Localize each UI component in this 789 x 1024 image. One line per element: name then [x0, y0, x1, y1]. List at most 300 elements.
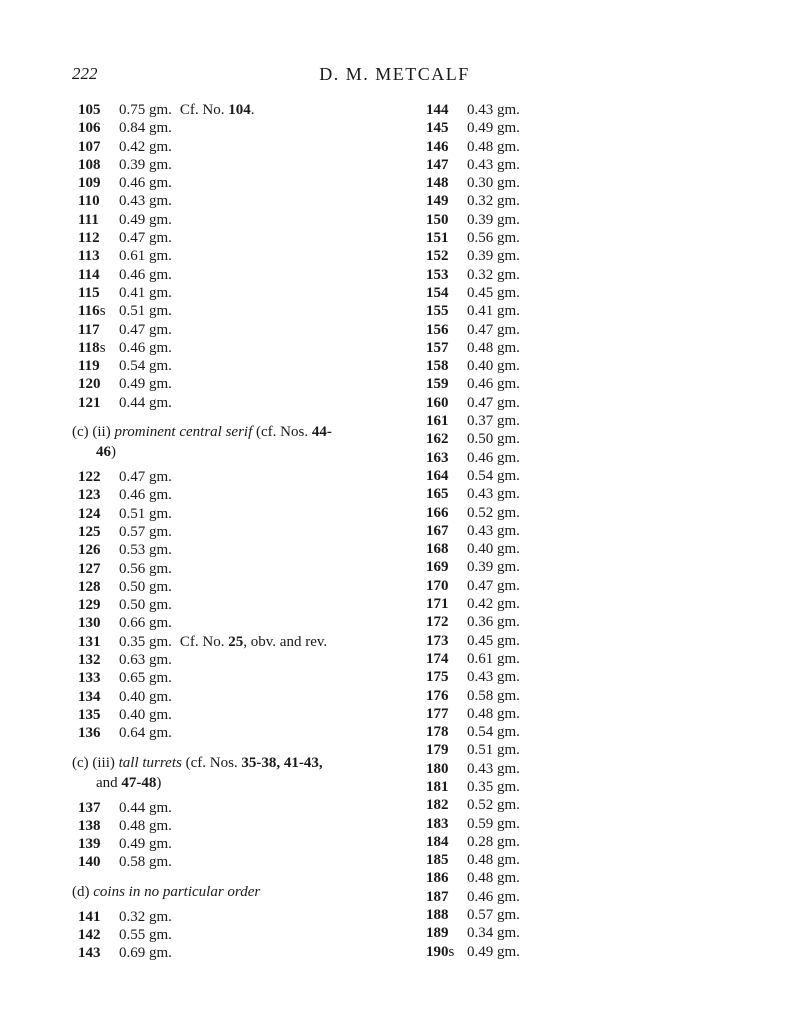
section-prefix: (c) (ii) — [72, 424, 111, 441]
entry-number-value: 180 — [426, 760, 449, 777]
entry-note — [180, 101, 255, 119]
entry-weight: 0.39 gm. — [467, 559, 520, 576]
entry-weight: 0.65 gm. — [119, 670, 172, 687]
running-head: D. M. METCALF — [319, 64, 470, 84]
entry-number-value: 121 — [78, 394, 101, 411]
entry-weight: 0.46 gm. — [119, 487, 172, 504]
entry-number-value: 111 — [78, 211, 99, 228]
entry-number — [78, 578, 119, 596]
list-item — [78, 211, 398, 229]
list-item — [426, 906, 626, 924]
list-item — [78, 357, 398, 375]
entry-weight: 0.43 gm. — [467, 522, 520, 539]
entry-number-value: 131 — [78, 633, 101, 650]
entry-weight: 0.47 gm. — [119, 230, 172, 247]
entry-number — [78, 817, 119, 835]
list-item — [78, 394, 398, 412]
entry-weight: 0.34 gm. — [467, 925, 520, 942]
entry-number-value: 129 — [78, 597, 101, 614]
entry-number — [78, 357, 119, 375]
entry-number-value: 134 — [78, 688, 101, 705]
list-item — [78, 302, 398, 320]
list-item — [78, 247, 398, 265]
entry-weight: 0.59 gm. — [467, 815, 520, 832]
entry-weight: 0.52 gm. — [467, 504, 520, 521]
entry-number-value: 157 — [426, 339, 449, 356]
list-item — [426, 924, 626, 942]
entry-number — [78, 724, 119, 742]
entry-weight: 0.36 gm. — [467, 614, 520, 631]
entry-number — [426, 522, 467, 540]
entry-number-value: 175 — [426, 669, 449, 686]
entry-number — [78, 302, 119, 320]
list-item — [78, 375, 398, 393]
entry-number-value: 162 — [426, 431, 449, 448]
list-item — [426, 449, 626, 467]
entry-number-suffix: s — [448, 943, 455, 960]
entry-number — [78, 688, 119, 706]
entry-weight: 0.30 gm. — [467, 175, 520, 192]
entry-number — [426, 577, 467, 595]
entry-number-value: 141 — [78, 908, 101, 925]
list-item — [78, 138, 398, 156]
entry-number — [78, 101, 119, 119]
entry-number — [426, 412, 467, 430]
section-paren-close: ) — [156, 774, 162, 791]
entry-number-value: 144 — [426, 102, 449, 118]
section-prefix: (c) (iii) — [72, 754, 115, 771]
entry-weight: 0.63 gm. — [119, 652, 172, 669]
list-item — [426, 522, 626, 540]
list-item — [78, 688, 398, 706]
list-item — [426, 577, 626, 595]
entry-number — [78, 523, 119, 541]
entry-number — [78, 394, 119, 412]
entry-number — [426, 943, 467, 961]
entry-weight: 0.43 gm. — [467, 102, 520, 118]
entry-weight: 0.47 gm. — [467, 577, 520, 594]
entry-number-value: 161 — [426, 413, 449, 430]
entry-weight: 0.48 gm. — [467, 339, 520, 356]
list-item — [78, 853, 398, 871]
entry-number — [426, 687, 467, 705]
list-item — [426, 375, 626, 393]
entry-number-value: 151 — [426, 230, 449, 247]
entry-weight: 0.61 gm. — [119, 248, 172, 265]
entry-number — [78, 468, 119, 486]
entry-weight: 0.45 gm. — [467, 284, 520, 301]
entry-number-value: 190 — [426, 943, 449, 960]
list-item — [426, 394, 626, 412]
entry-number — [78, 247, 119, 265]
entry-number-value: 140 — [78, 854, 101, 871]
list-item — [78, 523, 398, 541]
entry-note — [180, 633, 327, 651]
section-heading-d — [72, 882, 388, 902]
entry-number-value: 172 — [426, 614, 449, 631]
entry-number — [426, 247, 467, 265]
list-item — [78, 706, 398, 724]
entry-note-ref: 25 — [228, 633, 244, 650]
entry-number-value: 112 — [78, 230, 100, 247]
entry-number — [426, 211, 467, 229]
list-item — [426, 558, 626, 576]
entry-number-value: 174 — [426, 650, 449, 667]
list-item — [426, 540, 626, 558]
entry-number — [78, 908, 119, 926]
list-item — [78, 560, 398, 578]
section-heading-c-ii — [72, 422, 388, 462]
entry-number-value: 148 — [426, 175, 449, 192]
entry-number-value: 107 — [78, 138, 101, 155]
entry-number — [78, 926, 119, 944]
entry-weight: 0.35 gm. — [467, 778, 520, 795]
entry-weight: 0.52 gm. — [467, 797, 520, 814]
entry-number — [426, 650, 467, 668]
entry-number-value: 176 — [426, 687, 449, 704]
list-item — [78, 944, 398, 962]
entry-weight: 0.75 gm. — [119, 102, 172, 118]
entry-number — [426, 796, 467, 814]
entry-weight: 0.57 gm. — [467, 907, 520, 924]
list-item — [426, 741, 626, 759]
entry-number — [78, 633, 119, 651]
list-item — [426, 192, 626, 210]
list-item — [426, 815, 626, 833]
entry-number — [426, 760, 467, 778]
list-item — [78, 651, 398, 669]
list-item — [426, 723, 626, 741]
list-item — [78, 192, 398, 210]
list-item — [426, 595, 626, 613]
entry-note-text: Cf. No. — [179, 102, 225, 118]
list-item — [78, 596, 398, 614]
list-item — [426, 869, 626, 887]
entry-number — [426, 229, 467, 247]
entry-number-value: 105 — [78, 102, 101, 118]
entry-weight: 0.32 gm. — [119, 908, 172, 925]
list-item — [78, 908, 398, 926]
entry-number-value: 154 — [426, 284, 449, 301]
entry-number-value: 106 — [78, 120, 101, 137]
entry-number-value: 145 — [426, 120, 449, 137]
entry-weight: 0.46 gm. — [467, 449, 520, 466]
list-item — [78, 284, 398, 302]
list-item — [426, 467, 626, 485]
entry-note-ref: 104 — [228, 102, 251, 118]
entry-number-value: 186 — [426, 870, 449, 887]
entry-number — [426, 266, 467, 284]
list-item — [78, 101, 398, 119]
list-item — [78, 229, 398, 247]
entry-number — [78, 651, 119, 669]
entry-number — [426, 924, 467, 942]
entry-number-value: 170 — [426, 577, 449, 594]
entry-number-value: 115 — [78, 284, 100, 301]
entry-number — [78, 835, 119, 853]
entry-number-value: 123 — [78, 487, 101, 504]
list-item — [78, 614, 398, 632]
entry-weight: 0.50 gm. — [119, 597, 172, 614]
entry-weight: 0.58 gm. — [119, 854, 172, 871]
entry-weight: 0.40 gm. — [467, 358, 520, 375]
entry-number — [78, 339, 119, 357]
entry-number — [426, 174, 467, 192]
list-item — [426, 266, 626, 284]
entry-weight: 0.51 gm. — [119, 505, 172, 522]
section-ref: 46 — [96, 444, 111, 461]
entry-number — [78, 505, 119, 523]
section-heading-c-iii — [72, 753, 388, 793]
entry-number — [426, 741, 467, 759]
entry-number-suffix: s — [99, 303, 106, 320]
entry-note-after: . — [250, 102, 255, 118]
list-item — [426, 833, 626, 851]
entry-number-value: 171 — [426, 596, 449, 613]
entry-number — [426, 595, 467, 613]
entry-number — [78, 614, 119, 632]
entry-weight: 0.43 gm. — [467, 760, 520, 777]
entry-number-value: 119 — [78, 358, 100, 375]
entry-number — [426, 357, 467, 375]
entry-number-value: 160 — [426, 394, 449, 411]
entry-number-value: 118 — [78, 339, 100, 356]
list-item — [426, 796, 626, 814]
entry-weight: 0.53 gm. — [119, 542, 172, 559]
entry-number — [426, 815, 467, 833]
entry-weight: 0.84 gm. — [119, 120, 172, 137]
entry-number-value: 156 — [426, 321, 449, 338]
list-item — [426, 101, 626, 119]
entry-number-value: 167 — [426, 522, 449, 539]
entry-number — [426, 888, 467, 906]
entry-number — [426, 192, 467, 210]
entry-number-value: 149 — [426, 193, 449, 210]
list-item — [426, 760, 626, 778]
entry-number — [426, 504, 467, 522]
entry-weight: 0.51 gm. — [119, 303, 172, 320]
entry-number — [78, 119, 119, 137]
entry-weight: 0.46 gm. — [119, 339, 172, 356]
entry-number-value: 126 — [78, 542, 101, 559]
entry-weight: 0.43 gm. — [467, 669, 520, 686]
entry-weight: 0.55 gm. — [119, 926, 172, 943]
entry-weight: 0.47 gm. — [119, 469, 172, 486]
entry-weight: 0.48 gm. — [467, 705, 520, 722]
entry-weight: 0.39 gm. — [467, 248, 520, 265]
entry-number — [426, 156, 467, 174]
entry-number-value: 110 — [78, 193, 100, 210]
entry-number-suffix: s — [99, 339, 106, 356]
section-prefix: (d) — [72, 883, 90, 900]
entry-number-value: 187 — [426, 888, 449, 905]
entry-number — [78, 541, 119, 559]
entry-weight: 0.43 gm. — [467, 156, 520, 173]
entry-weight: 0.54 gm. — [467, 724, 520, 741]
entry-weight: 0.47 gm. — [467, 321, 520, 338]
entry-number-value: 136 — [78, 725, 101, 742]
list-item — [78, 724, 398, 742]
entry-number-value: 138 — [78, 817, 101, 834]
entry-weight: 0.44 gm. — [119, 394, 172, 411]
entry-weight: 0.46 gm. — [467, 888, 520, 905]
entry-number-value: 183 — [426, 815, 449, 832]
list-item — [426, 943, 626, 961]
list-item — [426, 357, 626, 375]
list-item — [78, 174, 398, 192]
entry-number — [426, 851, 467, 869]
entry-weight: 0.41 gm. — [119, 284, 172, 301]
entry-weight: 0.46 gm. — [467, 376, 520, 393]
entry-number — [426, 540, 467, 558]
entry-number — [78, 321, 119, 339]
entry-number — [426, 119, 467, 137]
entry-weight: 0.49 gm. — [467, 943, 520, 960]
entry-number-value: 142 — [78, 926, 101, 943]
entry-weight: 0.37 gm. — [467, 413, 520, 430]
entry-number — [78, 486, 119, 504]
entry-weight: 0.49 gm. — [119, 211, 172, 228]
list-item — [426, 668, 626, 686]
entry-weight: 0.43 gm. — [119, 193, 172, 210]
list-item — [78, 486, 398, 504]
list-item — [78, 321, 398, 339]
entry-weight: 0.54 gm. — [467, 467, 520, 484]
entry-number-value: 150 — [426, 211, 449, 228]
entry-weight: 0.69 gm. — [119, 945, 172, 962]
section-and: and — [96, 774, 118, 791]
entry-number-value: 124 — [78, 505, 101, 522]
entry-number — [426, 705, 467, 723]
list-item — [426, 156, 626, 174]
list-item — [78, 817, 398, 835]
list-item — [78, 468, 398, 486]
entry-weight: 0.66 gm. — [119, 615, 172, 632]
list-item — [426, 247, 626, 265]
list-item — [426, 888, 626, 906]
entry-number-value: 179 — [426, 742, 449, 759]
entry-number-value: 177 — [426, 705, 449, 722]
entry-number — [426, 723, 467, 741]
entry-number — [78, 174, 119, 192]
entry-number-value: 117 — [78, 321, 100, 338]
entry-weight: 0.47 gm. — [119, 321, 172, 338]
entry-number-value: 114 — [78, 266, 100, 283]
list-item — [78, 926, 398, 944]
entry-number — [78, 944, 119, 962]
section-ref: 47-48 — [121, 774, 157, 791]
entry-number-value: 168 — [426, 541, 449, 558]
entry-weight: 0.48 gm. — [467, 138, 520, 155]
entry-number-value: 133 — [78, 670, 101, 687]
entry-number-value: 143 — [78, 945, 101, 962]
entry-weight: 0.49 gm. — [119, 376, 172, 393]
entry-number-value: 159 — [426, 376, 449, 393]
list-item — [78, 505, 398, 523]
entry-number — [78, 138, 119, 156]
entry-number-value: 122 — [78, 469, 101, 486]
entry-number-value: 164 — [426, 467, 449, 484]
list-item — [426, 687, 626, 705]
list-item — [426, 705, 626, 723]
list-item — [426, 302, 626, 320]
entry-number — [426, 394, 467, 412]
section-title: prominent central serif — [114, 424, 253, 441]
list-item — [78, 541, 398, 559]
entry-number — [426, 467, 467, 485]
entry-group — [78, 101, 398, 412]
section-ref: 35-38, 41-43, — [241, 754, 323, 771]
entry-weight: 0.43 gm. — [467, 486, 520, 503]
list-item — [426, 613, 626, 631]
entry-weight: 0.46 gm. — [119, 266, 172, 283]
entry-weight: 0.64 gm. — [119, 725, 172, 742]
section-paren-close: ) — [111, 444, 116, 461]
entry-number — [78, 192, 119, 210]
entry-weight: 0.51 gm. — [467, 742, 520, 759]
entry-number-value: 132 — [78, 652, 101, 669]
entry-weight: 0.32 gm. — [467, 193, 520, 210]
entry-number — [78, 375, 119, 393]
entry-weight: 0.61 gm. — [467, 650, 520, 667]
entry-weight: 0.48 gm. — [467, 852, 520, 869]
entry-number-value: 120 — [78, 376, 101, 393]
entry-weight: 0.49 gm. — [119, 836, 172, 853]
entry-number — [78, 853, 119, 871]
list-item — [426, 339, 626, 357]
entry-number-value: 158 — [426, 358, 449, 375]
entry-weight: 0.39 gm. — [119, 156, 172, 173]
entry-number-value: 127 — [78, 560, 101, 577]
entry-number — [78, 266, 119, 284]
entry-number-value: 178 — [426, 724, 449, 741]
section-title: tall turrets — [118, 754, 182, 771]
list-item — [426, 412, 626, 430]
entry-group — [78, 799, 398, 872]
entry-note-text: Cf. No. — [179, 633, 225, 650]
entry-number-value: 128 — [78, 578, 101, 595]
entry-weight: 0.44 gm. — [119, 799, 172, 816]
entry-note-after: , obv. and rev. — [243, 633, 328, 650]
entry-number-value: 137 — [78, 799, 101, 816]
entry-number — [426, 375, 467, 393]
section-paren-open: (cf. Nos. — [185, 754, 238, 771]
entry-weight: 0.49 gm. — [467, 120, 520, 137]
list-item — [78, 266, 398, 284]
entry-number-value: 153 — [426, 266, 449, 283]
list-item — [426, 504, 626, 522]
entry-weight: 0.42 gm. — [467, 596, 520, 613]
entry-number — [78, 669, 119, 687]
entry-weight: 0.48 gm. — [119, 817, 172, 834]
entry-number — [426, 339, 467, 357]
entry-number — [426, 632, 467, 650]
section-ref: 44- — [311, 424, 332, 441]
list-item — [426, 174, 626, 192]
entry-number — [426, 321, 467, 339]
entry-weight: 0.41 gm. — [467, 303, 520, 320]
entry-number — [426, 558, 467, 576]
entry-weight: 0.48 gm. — [467, 870, 520, 887]
entry-number-value: 185 — [426, 852, 449, 869]
entry-weight: 0.50 gm. — [119, 578, 172, 595]
list-item — [426, 485, 626, 503]
list-item — [78, 799, 398, 817]
entry-weight: 0.45 gm. — [467, 632, 520, 649]
list-item — [426, 229, 626, 247]
entry-number-value: 113 — [78, 248, 100, 265]
entry-number — [426, 869, 467, 887]
